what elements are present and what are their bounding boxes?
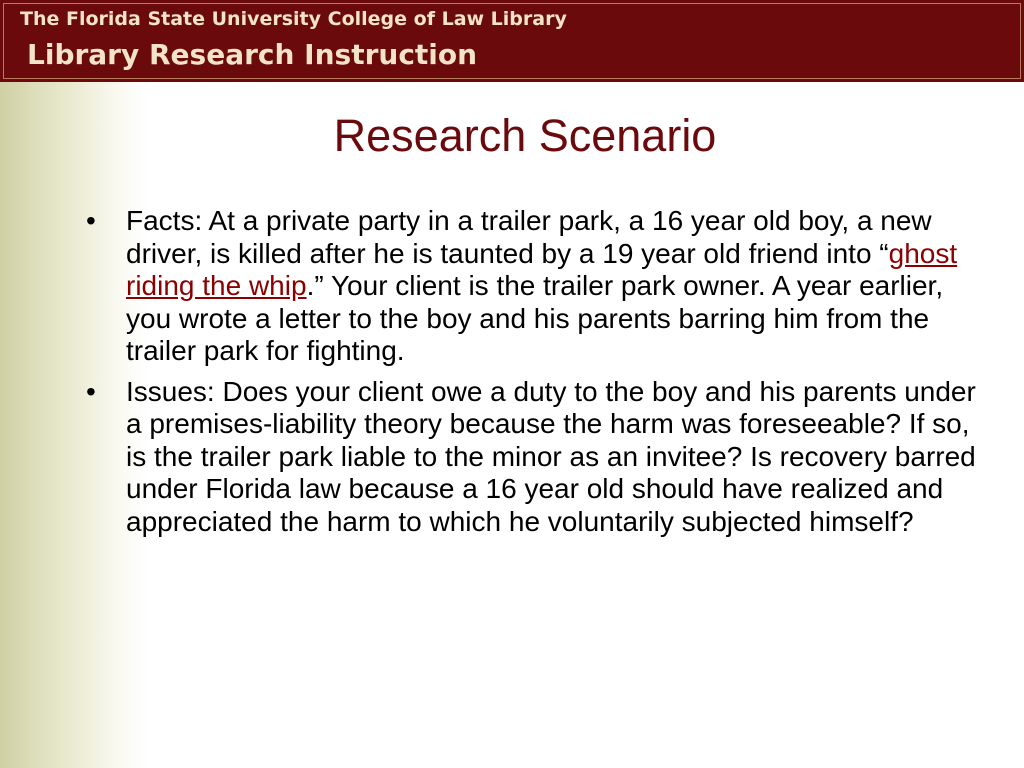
ghost-riding-link[interactable]: ghost riding the whip bbox=[126, 237, 958, 301]
facts-text-end: .” Your client is the trailer park owner. A year earlier, you wrote a letter to the boy and his parents barring him from the trailer park for fighting. bbox=[126, 270, 944, 366]
bullet-marker: • bbox=[86, 205, 96, 236]
slide-title: Research Scenario bbox=[333, 110, 717, 161]
bullet-marker: • bbox=[86, 375, 96, 407]
issues-bullet bbox=[86, 376, 976, 539]
facts-text-start: Facts: At a private party in a trailer park, a 16 year old boy, a new driver, is killed after he is taunted by a 19 year old friend into “ bbox=[126, 205, 932, 269]
bullet-list bbox=[86, 205, 976, 546]
program-name: Library Research Instruction bbox=[27, 38, 478, 71]
issues-text: Issues: Does your client owe a duty to the boy and his parents under a premises-liability theory because the harm was foreseeable? If so, is the trailer park liable to the minor as an invitee? Is recovery barred under Florida law because a 16 year old should have realized and appreciated the harm to which he voluntarily subjected himself? bbox=[126, 375, 976, 537]
facts-bullet bbox=[86, 205, 976, 368]
header-banner bbox=[0, 0, 1024, 82]
institution-name: The Florida State University College of Law Library bbox=[20, 8, 567, 30]
